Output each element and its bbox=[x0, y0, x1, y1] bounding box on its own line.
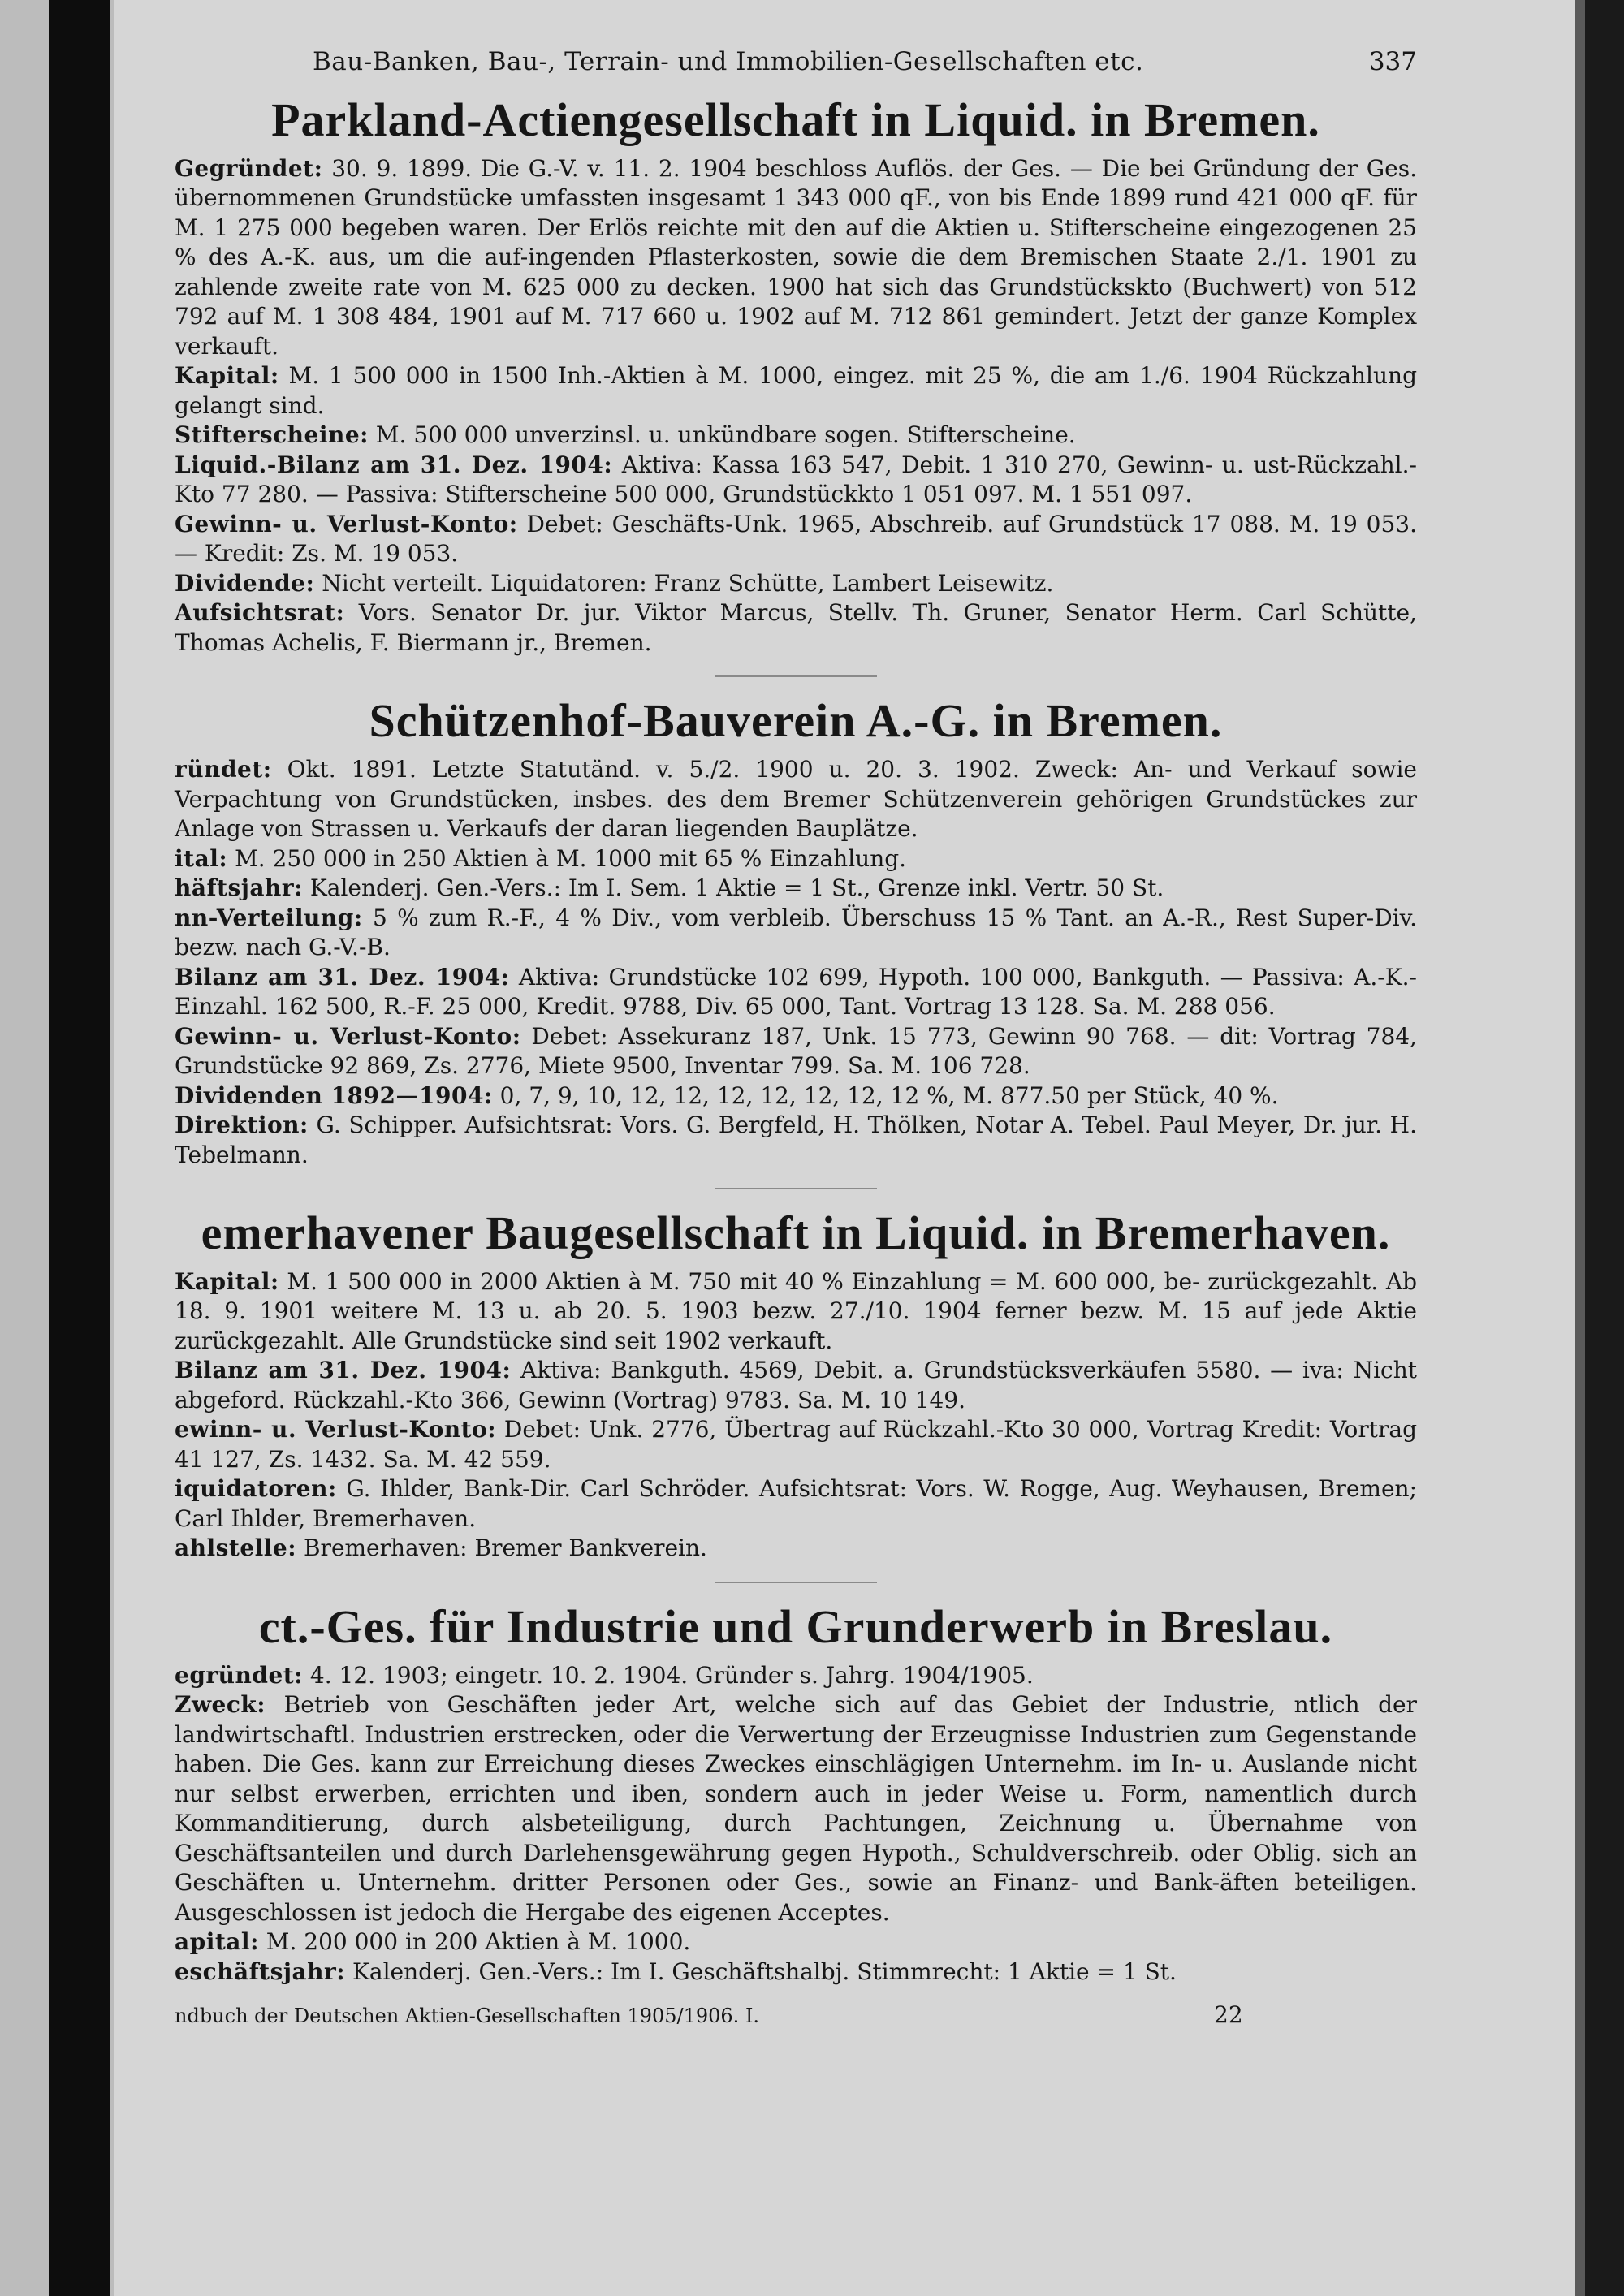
field-label: Gewinn- u. Verlust-Konto: bbox=[175, 510, 518, 537]
book-gutter bbox=[49, 0, 110, 2296]
field-text: Aktiva: Bankguth. 4569, Debit. a. Grundstücksverkäufen 5580. — iva: Nicht abgeford. Rückzahl.-Kto 366, Gewinn (Vortrag) 9783. Sa. M. 10 149. bbox=[175, 1357, 1418, 1413]
entry-paragraph bbox=[175, 1081, 1417, 1111]
entry-paragraph bbox=[175, 451, 1417, 510]
company-title: ct.-Ges. für Industrie und Grunderwerb in Breslau. bbox=[258, 1599, 1333, 1653]
company-entry bbox=[175, 94, 1417, 658]
field-text: Vors. Senator Dr. jur. Viktor Marcus, Stellv. Th. Gruner, Senator Herm. Carl Schütte, Thomas Achelis, F. Biermann jr., Bremen. bbox=[175, 599, 1417, 656]
field-label: ahlstelle: bbox=[175, 1534, 297, 1562]
field-text: Okt. 1891. Letzte Statutänd. v. 5./2. 1900 u. 20. 3. 1902. Zweck: An- und Verkauf sowie Verpachtung von Grundstücken, insbes. des dem Bremer Schützenverein gehörigen Grundstückes zur Anlage von Strassen u. Verkaufs der daran liegenden Bauplätze. bbox=[175, 756, 1417, 843]
company-title: emerhavener Baugesellschaft in Liquid. in Bremerhaven. bbox=[201, 1206, 1391, 1260]
footer-text: ndbuch der Deutschen Aktien-Gesellschaften 1905/1906. I. bbox=[175, 2005, 760, 2028]
field-text: G. Schipper. Aufsichtsrat: Vors. G. Bergfeld, H. Thölken, Notar A. Tebel. Paul Meyer, Dr. jur. H. Tebelmann. bbox=[175, 1111, 1417, 1168]
entry-paragraph bbox=[175, 874, 1417, 904]
field-text: Kalenderj. Gen.-Vers.: Im I. Sem. 1 Aktie = 1 St., Grenze inkl. Vertr. 50 St. bbox=[302, 874, 1164, 902]
field-text: 4. 12. 1903; eingetr. 10. 2. 1904. Gründer s. Jahrg. 1904/1905. bbox=[303, 1661, 1034, 1689]
company-entry bbox=[175, 1601, 1417, 1987]
field-label: egründet: bbox=[175, 1661, 304, 1689]
field-label: Dividenden 1892—1904: bbox=[175, 1081, 493, 1109]
entry-paragraph bbox=[175, 510, 1417, 569]
field-text: G. Ihlder, Bank-Dir. Carl Schröder. Aufsichtsrat: Vors. W. Rogge, Aug. Weyhausen, Bremen; Carl Ihlder, Bremerhaven. bbox=[175, 1475, 1417, 1532]
page-number: 337 bbox=[1368, 47, 1417, 76]
field-text: M. 500 000 unverzinsl. u. unkündbare sogen. Stifterscheine. bbox=[368, 421, 1076, 449]
field-text: Aktiva: Kassa 163 547, Debit. 1 310 270, Gewinn- u. ust-Rückzahl.-Kto 77 280. — Passiva: Stifterscheine 500 000, Grundstückkto 1 051 097. M. 1 551 097. bbox=[175, 451, 1417, 508]
field-text: Betrieb von Geschäften jeder Art, welche sich auf das Gebiet der Industrie, ntlich der landwirtschaftl. Industrien erstrecken, oder die Verwertung der Erzeugnisse Industrien zum Gegenstande haben. Die Ges. kann zur Erreichung dieses Zweckes einschlägigen Unternehm. im In- u. Auslande nicht nur selbst erwerben, errichten und iben, sondern auch in jeder Weise u. Form, namentlich durch Kommanditierung, durch alsbeteiligung, durch Pachtungen, Zeichnung u. Übernahme von Geschäftsanteilen und durch Darlehensgewährung gegen Hypoth., Schuldverschreib. oder Oblig. sich an Geschäften u. Unternehm. dritter Personen oder Ges., sowie an Finanz- und Bank-äften beteiligen. Ausgeschlossen ist jedoch die Hergabe des eigenen Acceptes. bbox=[175, 1691, 1417, 1926]
field-label: Zweck: bbox=[175, 1691, 266, 1719]
entry-paragraph bbox=[175, 1661, 1417, 1691]
entry-paragraph bbox=[175, 1534, 1417, 1564]
field-label: Aufsichtsrat: bbox=[175, 599, 345, 627]
field-text: Debet: Unk. 2776, Übertrag auf Rückzahl.-Kto 30 000, Vortrag Kredit: Vortrag 41 127, Zs. 1432. Sa. M. 42 559. bbox=[175, 1416, 1417, 1473]
field-label: Kapital: bbox=[175, 362, 279, 390]
field-text: 0, 7, 9, 10, 12, 12, 12, 12, 12, 12, 12 %, M. 877.50 per Stück, 40 %. bbox=[492, 1081, 1279, 1109]
entry-paragraph bbox=[175, 1111, 1417, 1170]
field-label: ital: bbox=[175, 844, 228, 872]
entry-paragraph bbox=[175, 421, 1417, 451]
company-title: Parkland-Actiengesellschaft in Liquid. in Bremen. bbox=[271, 93, 1320, 146]
field-label: Gegründet: bbox=[175, 154, 323, 182]
entry-paragraph bbox=[175, 1267, 1417, 1357]
entry-paragraph bbox=[175, 154, 1417, 362]
entry-paragraph bbox=[175, 755, 1417, 844]
entry-paragraph bbox=[175, 1022, 1417, 1081]
field-text: Debet: Assekuranz 187, Unk. 15 773, Gewinn 90 768. — dit: Vortrag 784, Grundstücke 92 869, Zs. 2776, Miete 9500, Inventar 799. Sa. M. 106 728. bbox=[175, 1022, 1417, 1080]
section-divider bbox=[715, 1582, 877, 1583]
field-text: 5 % zum R.-F., 4 % Div., vom verbleib. Überschuss 15 % Tant. an A.-R., Rest Super-Div. bezw. nach G.-V.-B. bbox=[175, 904, 1417, 961]
company-entry bbox=[175, 695, 1417, 1170]
field-label: nn-Verteilung: bbox=[175, 904, 363, 931]
page-edge-shadow bbox=[1575, 0, 1585, 2296]
entry-paragraph bbox=[175, 569, 1417, 599]
entry-paragraph bbox=[175, 1474, 1417, 1534]
field-text: Nicht verteilt. Liquidatoren: Franz Schütte, Lambert Leisewitz. bbox=[314, 569, 1054, 597]
field-text: M. 1 500 000 in 1500 Inh.-Aktien à M. 1000, eingez. mit 25 %, die am 1./6. 1904 Rückzahlung gelangt sind. bbox=[175, 362, 1417, 419]
field-text: Kalenderj. Gen.-Vers.: Im I. Geschäftshalbj. Stimmrecht: 1 Aktie = 1 St. bbox=[345, 1957, 1177, 1985]
text-column bbox=[175, 41, 1417, 2044]
field-text: Aktiva: Grundstücke 102 699, Hypoth. 100 000, Bankguth. — Passiva: A.-K.-Einzahl. 162 500, R.-F. 25 000, Kredit. 9788, Div. 65 000, Tant. Vortrag 13 128. Sa. M. 288 056. bbox=[175, 963, 1418, 1021]
field-label: iquidatoren: bbox=[175, 1475, 337, 1503]
entry-paragraph bbox=[175, 1415, 1417, 1474]
page-footer bbox=[175, 2001, 1417, 2044]
entry-paragraph bbox=[175, 598, 1417, 658]
field-label: häftsjahr: bbox=[175, 874, 303, 902]
field-label: eschäftsjahr: bbox=[175, 1957, 346, 1985]
field-text: M. 1 500 000 in 2000 Aktien à M. 750 mit 40 % Einzahlung = M. 600 000, be- zurückgezahlt. Ab 18. 9. 1901 weitere M. 13 u. ab 20. 5. 1903 bezw. 27./10. 1904 ferner bezw. M. 15 auf jede Aktie zurückgezahlt. Alle Grundstücke sind seit 1902 verkauft. bbox=[175, 1267, 1417, 1354]
field-text: 30. 9. 1899. Die G.-V. v. 11. 2. 1904 beschloss Auflös. der Ges. — Die bei Gründung der Ges. übernommenen Grundstücke umfassten insgesamt 1 343 000 qF., von bis Ende 1899 rund 421 000 qF. für M. 1 275 000 begeben waren. Der Erlös reichte mit den auf die Aktien u. Stifterscheine eingezogenen 25 % des A.-K. aus, um die auf-ingenden Pflasterkosten, sowie die dem Bremischen Staate 2./1. 1901 zu zahlende zweite rate von M. 625 000 zu decken. 1900 hat sich das Grundstückskto (Buchwert) von 512 792 auf M. 1 308 484, 1901 auf M. 717 660 u. 1902 auf M. 712 861 gemindert. Jetzt der ganze Komplex verkauft. bbox=[175, 154, 1417, 360]
field-text: Debet: Geschäfts-Unk. 1965, Abschreib. auf Grundstück 17 088. M. 19 053. — Kredit: Zs. M. 19 053. bbox=[175, 510, 1417, 568]
running-head: Bau-Banken, Bau-, Terrain- und Immobilien-Gesellschaften etc. bbox=[313, 47, 1144, 76]
field-label: ewinn- u. Verlust-Konto: bbox=[175, 1416, 497, 1444]
field-text: M. 200 000 in 200 Aktien à M. 1000. bbox=[258, 1928, 691, 1956]
field-label: apital: bbox=[175, 1928, 259, 1956]
field-text: M. 250 000 in 250 Aktien à M. 1000 mit 65 % Einzahlung. bbox=[227, 844, 907, 872]
field-label: Stifterscheine: bbox=[175, 421, 369, 449]
entry-paragraph bbox=[175, 844, 1417, 874]
page-right-edge bbox=[1585, 0, 1624, 2296]
entry-paragraph bbox=[175, 361, 1417, 421]
section-divider bbox=[715, 1188, 877, 1189]
field-label: Liquid.-Bilanz am 31. Dez. 1904: bbox=[175, 451, 613, 478]
section-divider bbox=[715, 675, 877, 677]
field-label: Kapital: bbox=[175, 1267, 279, 1295]
company-entry bbox=[175, 1207, 1417, 1564]
field-label: Gewinn- u. Verlust-Konto: bbox=[175, 1022, 521, 1050]
field-label: Bilanz am 31. Dez. 1904: bbox=[175, 963, 510, 990]
entry-paragraph bbox=[175, 1690, 1417, 1927]
field-label: Bilanz am 31. Dez. 1904: bbox=[175, 1357, 512, 1384]
entry-paragraph bbox=[175, 1356, 1417, 1415]
company-title: Schützenhof-Bauverein A.-G. in Bremen. bbox=[369, 694, 1223, 748]
signature-mark: 22 bbox=[1214, 2001, 1243, 2029]
field-label: Direktion: bbox=[175, 1111, 309, 1139]
field-label: ründet: bbox=[175, 756, 272, 783]
entry-paragraph bbox=[175, 904, 1417, 963]
field-label: Dividende: bbox=[175, 569, 315, 597]
field-text: Bremerhaven: Bremer Bankverein. bbox=[296, 1534, 707, 1562]
page-header bbox=[175, 41, 1417, 88]
entry-paragraph bbox=[175, 1927, 1417, 1957]
entry-paragraph bbox=[175, 1957, 1417, 1987]
entry-paragraph bbox=[175, 963, 1417, 1022]
